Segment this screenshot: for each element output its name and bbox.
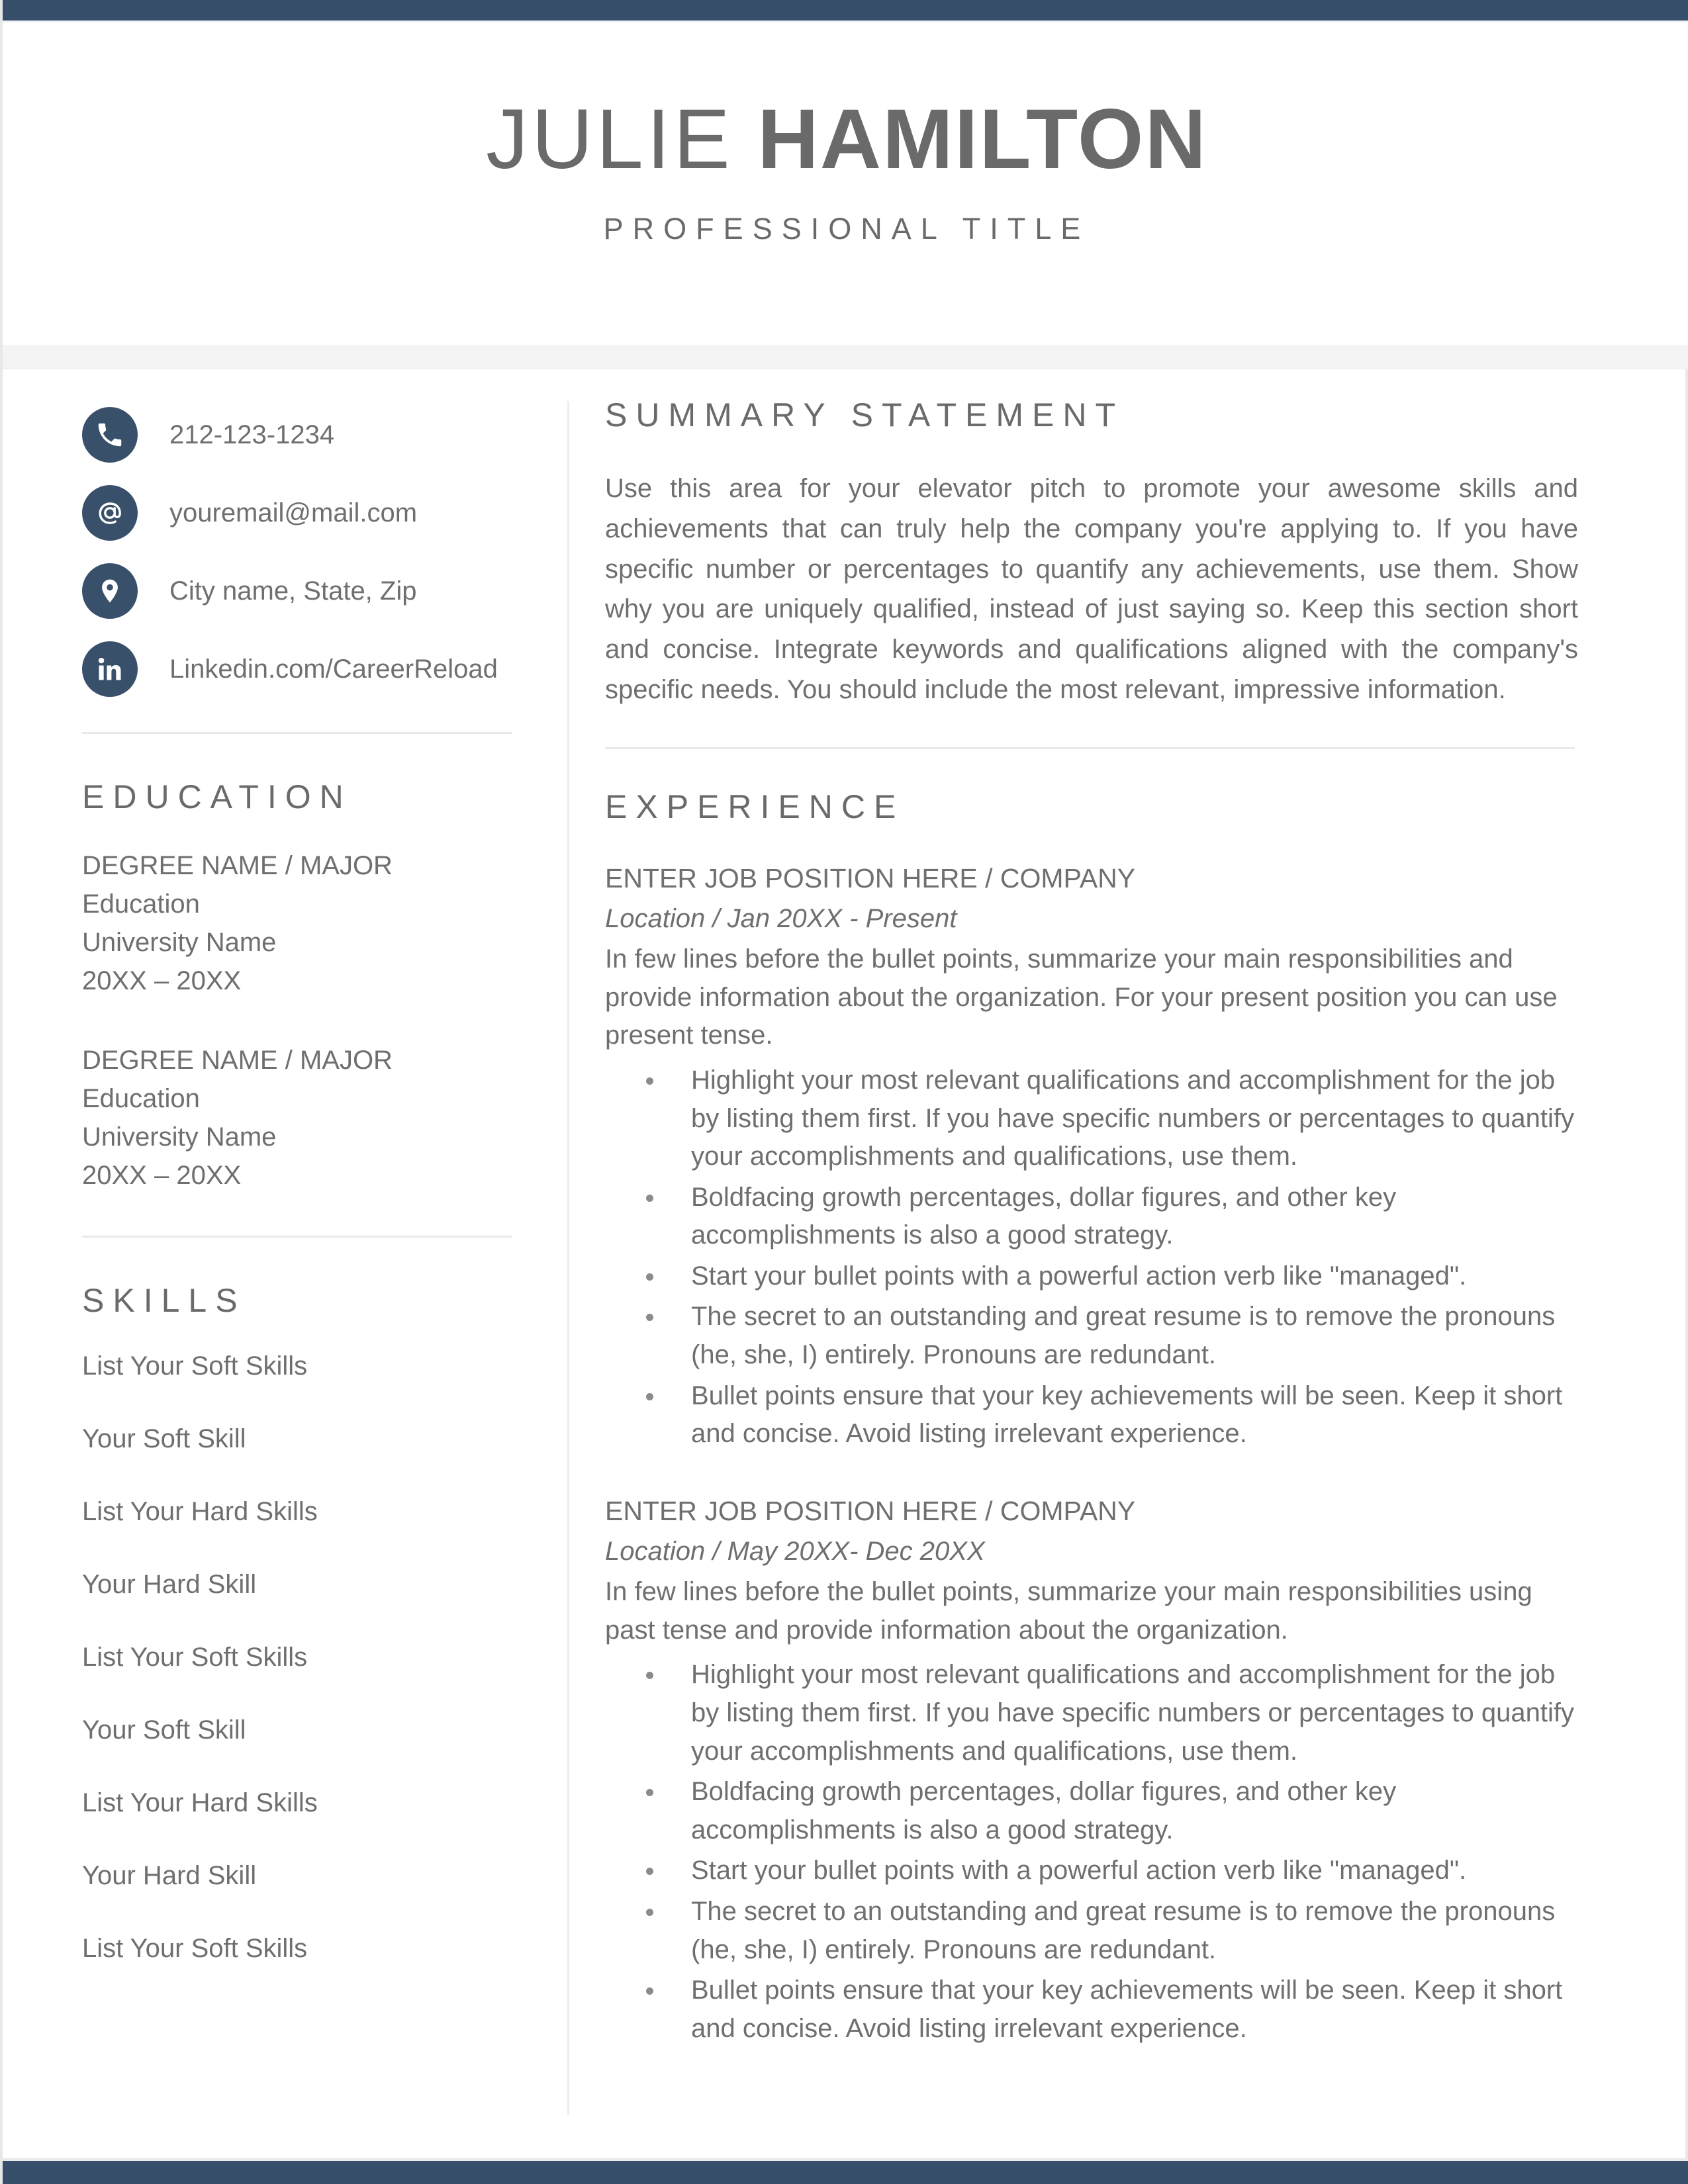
bottom-accent-bar xyxy=(3,2161,1688,2184)
list-item: Highlight your most relevant qualifications and accomplishment for the job by listing them first. If you have specific numbers or percentages to quantify your accomplishments and qualifications, use them. xyxy=(605,1656,1578,1770)
contact-value-email: youremail@mail.com xyxy=(169,498,418,527)
section-heading-experience: EXPERIENCE xyxy=(605,788,905,825)
education-dates: 20XX – 20XX xyxy=(82,966,242,995)
contact-value-phone: 212-123-1234 xyxy=(169,420,335,449)
location-pin-icon xyxy=(82,563,138,619)
skills-list xyxy=(82,1350,519,1964)
professional-title: PROFESSIONAL TITLE xyxy=(603,212,1090,246)
education-school: University Name xyxy=(82,928,277,957)
sidebar xyxy=(82,396,519,2005)
list-item: The secret to an outstanding and great resume is to remove the pronouns (he, she, I) entirely. Pronouns are redundant. xyxy=(605,1893,1578,1969)
resume-header xyxy=(3,23,1688,345)
job-bullets xyxy=(605,1656,1578,2048)
list-item: Boldfacing growth percentages, dollar figures, and other key accomplishments is also a good strategy. xyxy=(605,1179,1578,1255)
list-item: Your Hard Skill xyxy=(82,1861,257,1890)
sidebar-divider-skills xyxy=(82,1236,512,1238)
job-meta: Location / Jan 20XX - Present xyxy=(605,904,957,934)
contact-value-location: City name, State, Zip xyxy=(169,576,417,606)
education-entry xyxy=(82,1041,519,1195)
list-item: Start your bullet points with a powerful action verb like "managed". xyxy=(605,1257,1578,1296)
contact-item-phone[interactable] xyxy=(82,396,519,474)
list-item: Your Soft Skill xyxy=(82,1424,246,1453)
list-item: Boldfacing growth percentages, dollar figures, and other key accomplishments is also a good strategy. xyxy=(605,1773,1578,1849)
education-level: Education xyxy=(82,889,200,919)
section-heading-education: EDUCATION xyxy=(82,778,352,815)
list-item: Your Soft Skill xyxy=(82,1715,246,1745)
page-title xyxy=(486,92,1207,187)
job-bullets xyxy=(605,1062,1578,1453)
first-name: JULIE xyxy=(486,92,733,187)
contact-value-linkedin: Linkedin.com/CareerReload xyxy=(169,654,498,684)
list-item: Highlight your most relevant qualifications and accomplishment for the job by listing them first. If you have specific numbers or percentages to quantify your accomplishments and qualifications, use them. xyxy=(605,1062,1578,1176)
top-accent-bar xyxy=(3,0,1688,21)
list-item: Start your bullet points with a powerful action verb like "managed". xyxy=(605,1852,1578,1890)
section-heading-summary: SUMMARY STATEMENT xyxy=(605,396,1125,433)
last-name: HAMILTON xyxy=(757,92,1207,187)
job-title: ENTER JOB POSITION HERE / COMPANY xyxy=(605,1495,1136,1526)
experience-entry-1 xyxy=(605,860,1578,1453)
list-item: List Your Hard Skills xyxy=(82,1788,318,1817)
job-title: ENTER JOB POSITION HERE / COMPANY xyxy=(605,862,1136,893)
linkedin-icon xyxy=(82,641,138,697)
education-level: Education xyxy=(82,1084,200,1113)
contact-item-linkedin[interactable] xyxy=(82,630,519,708)
education-degree: DEGREE NAME / MAJOR xyxy=(82,1046,393,1075)
list-item: Bullet points ensure that your key achievements will be seen. Keep it short and concise. Avoid listing irrelevant experience. xyxy=(605,1377,1578,1453)
education-school: University Name xyxy=(82,1122,277,1152)
job-description: In few lines before the bullet points, summarize your main responsibilities using past tense and provide information about the organization. xyxy=(605,1577,1532,1645)
column-divider xyxy=(567,401,569,2115)
list-item: List Your Soft Skills xyxy=(82,1934,308,1963)
contact-list xyxy=(82,396,519,708)
contact-item-email[interactable] xyxy=(82,474,519,552)
job-meta: Location / May 20XX- Dec 20XX xyxy=(605,1537,985,1567)
list-item: Bullet points ensure that your key achievements will be seen. Keep it short and concise. Avoid listing irrelevant experience. xyxy=(605,1972,1578,2048)
header-separator-band xyxy=(3,345,1688,369)
section-heading-skills: SKILLS xyxy=(82,1282,246,1319)
main-divider-experience xyxy=(605,747,1575,749)
list-item: Your Hard Skill xyxy=(82,1570,257,1599)
education-entry xyxy=(82,846,519,1000)
experience-spacer xyxy=(605,1456,1578,1493)
summary-text: Use this area for your elevator pitch to promote your awesome skills and achievements that can truly help the company you're applying to. If you have specific number or percentages to quantify any achievements, use them. Show why you are uniquely qualified, instead of just saying so. Keep this section short and concise. Integrate keywords and qualifications aligned with the company's specific needs. You should include the most relevant, impressive information. xyxy=(605,474,1578,704)
list-item: The secret to an outstanding and great resume is to remove the pronouns (he, she, I) entirely. Pronouns are redundant. xyxy=(605,1298,1578,1374)
education-dates: 20XX – 20XX xyxy=(82,1161,242,1190)
phone-icon xyxy=(82,407,138,463)
list-item: List Your Soft Skills xyxy=(82,1643,308,1672)
list-item: List Your Hard Skills xyxy=(82,1497,318,1526)
education-degree: DEGREE NAME / MAJOR xyxy=(82,851,393,880)
job-description: In few lines before the bullet points, summarize your main responsibilities and provide information about the organization. For your present position you can use present tense. xyxy=(605,944,1558,1050)
experience-entry-2 xyxy=(605,1493,1578,2048)
resume-body xyxy=(3,369,1688,2156)
sidebar-divider-education xyxy=(82,732,512,734)
list-item: List Your Soft Skills xyxy=(82,1351,308,1381)
email-at-icon xyxy=(82,485,138,541)
contact-item-location[interactable] xyxy=(82,552,519,630)
main-column xyxy=(605,396,1578,2050)
